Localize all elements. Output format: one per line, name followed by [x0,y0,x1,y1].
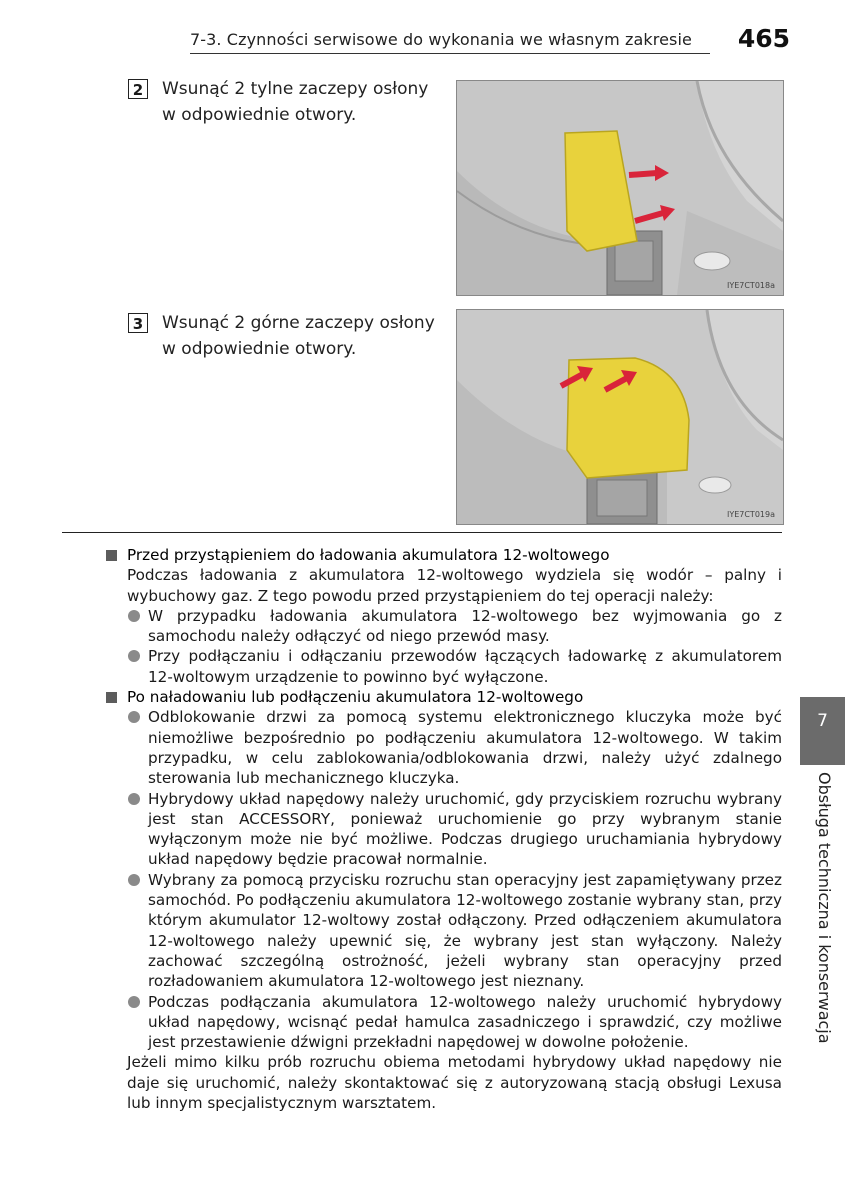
square-bullet-icon [106,692,117,703]
figure-top-clips [456,309,784,525]
square-bullet-icon [106,550,117,561]
step-instruction [162,76,428,128]
chapter-tab [800,697,845,765]
notes-content [106,545,782,1113]
circle-bullet-icon [128,650,140,662]
step-line: w odpowiednie otwory. [162,339,357,359]
list-item: Odblokowanie drzwi za pomocą systemu elektronicznego kluczyka może być niemożliwe bezpośrednio po podłączeniu akumulatora 12-woltowego. W takim przypadku, w celu zablokowania/odblokowania drzwi, należy użyć zdalnego sterowania lub mechanicznego kluczyka. [106,707,782,788]
circle-bullet-icon [128,610,140,622]
circle-bullet-icon [128,874,140,886]
header-rule [190,53,710,54]
page-header [190,26,790,56]
list-item: Podczas podłączania akumulatora 12-woltowego należy uruchomić hybrydowy układ napędowy, wcisnąć pedał hamulca zasadniczego i sprawdzić, czy możliwe jest przestawienie dźwigni przekładni napędowej w dowolne położenie. [106,992,782,1053]
chapter-title: 7-3. Czynności serwisowe do wykonania we własnym zakresie [190,30,692,49]
closing-paragraph: Jeżeli mimo kilku prób rozruchu obiema metodami hybrydowy układ napędowy nie daje się uruchomić, należy skontaktować się z autoryzowaną stacją obsługi Lexusa lub innym specjalistycznym warsztatem. [127,1053,782,1113]
section-heading: Po naładowaniu lub podłączeniu akumulatora 12-woltowego [106,687,782,707]
section-heading: Przed przystąpieniem do ładowania akumulatora 12-woltowego [106,545,782,565]
arrow-rear-upper [629,173,657,175]
figure-code: IYE7CT019a [726,510,775,519]
list-item: Wybrany za pomocą przycisku rozruchu stan operacyjny jest zapamiętywany przez samochód. Po podłączeniu akumulatora 12-woltowego zostanie wybrany stan, przy którym akumulator 12-woltowy został odłączony. Przed odłączeniem akumulatora 12-woltowego należy upewnić się, że wybrany jest stan wyłączony. Należy zachować szczególną ostrożność, jeżeli wybrany stan operacyjny przed rozładowaniem akumulatora 12-woltowego jest nieznany. [106,870,782,992]
step-line: w odpowiednie otwory. [162,105,357,125]
chapter-side-label: Obsługa techniczna i konserwacja [815,772,834,1044]
chapter-number: 7 [817,711,828,731]
figure-code: IYE7CT018a [726,281,775,290]
list-item: Hybrydowy układ napędowy należy uruchomić, gdy przyciskiem rozruchu wybrany jest stan ACCESSORY, ponieważ uruchomienie go przy wybranym stanie wyłączonym może nie być możliwe. Podczas drugiego uruchamiania hybrydowy układ napędowy będzie pracował normalnie. [106,789,782,870]
step-instruction [162,310,435,362]
step-line: Wsunąć 2 górne zaczepy osłony [162,313,435,333]
list-item: W przypadku ładowania akumulatora 12-woltowego bez wyjmowania go z samochodu należy odłączyć od niego przewód masy. [106,606,782,647]
circle-bullet-icon [128,711,140,723]
illustration-cover-rear [457,81,783,295]
circle-bullet-icon [128,996,140,1008]
step-number-box: 3 [128,313,148,333]
illustration-cover-top [457,310,783,524]
figure-rear-clips [456,80,784,296]
section-divider [62,532,782,533]
page-number: 465 [737,24,790,53]
step-number-box: 2 [128,79,148,99]
step-line: Wsunąć 2 tylne zaczepy osłony [162,79,429,99]
section-intro: Podczas ładowania z akumulatora 12-woltowego wydziela się wodór – palny i wybuchowy gaz. Z tego powodu przed przystąpieniem do tej operacji należy: [127,566,782,605]
list-item: Przy podłączaniu i odłączaniu przewodów łączących ładowarkę z akumulatorem 12-woltowym urządzenie to powinno być wyłączone. [106,646,782,687]
circle-bullet-icon [128,793,140,805]
